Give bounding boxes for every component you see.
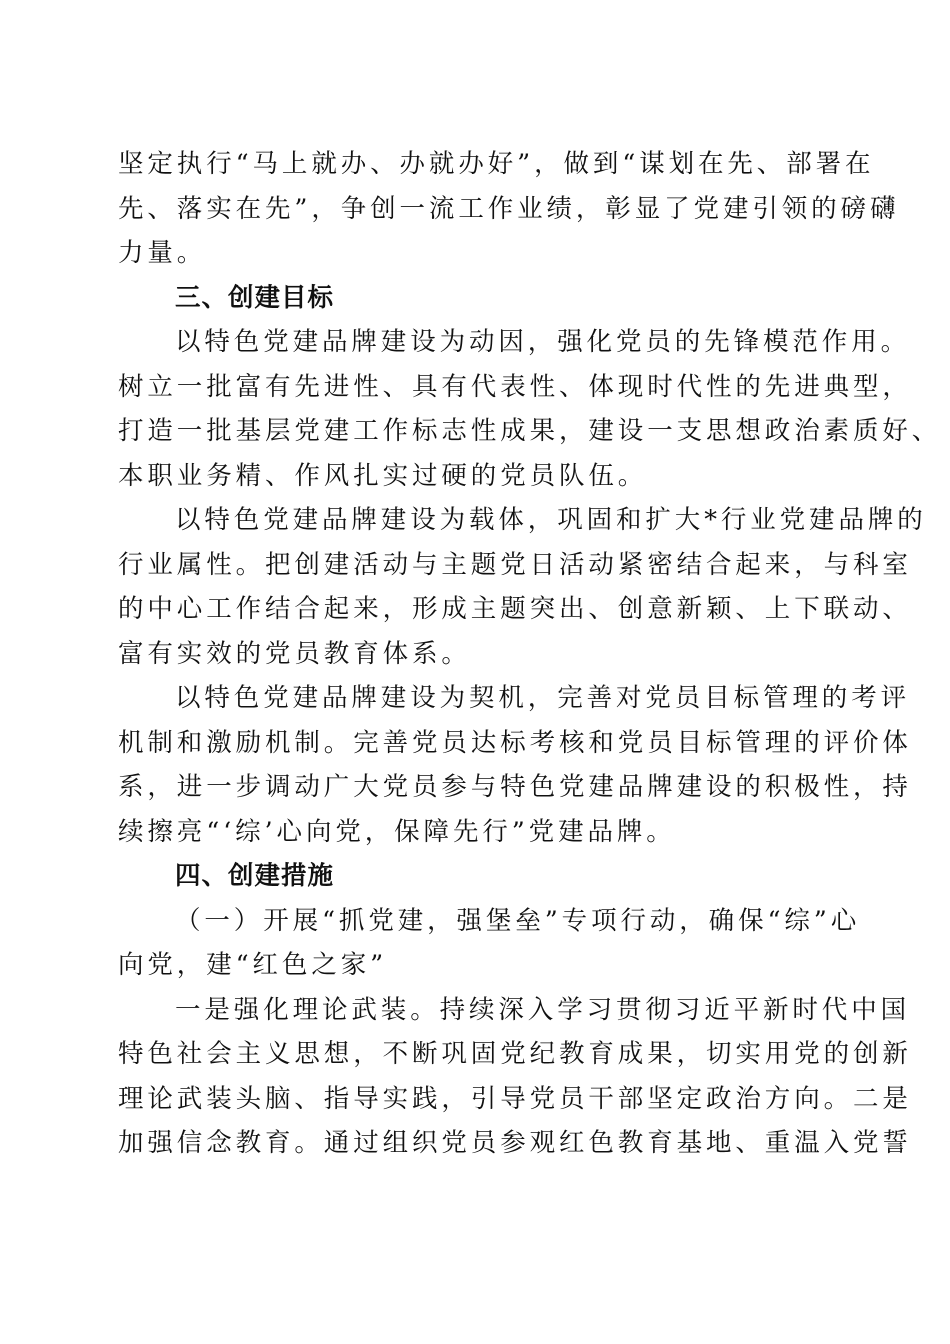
text-line: 系，进一步调动广大党员参与特色党建品牌建设的积极性，持 bbox=[118, 772, 912, 802]
text-line: 本职业务精、作风扎实过硬的党员队伍。 bbox=[118, 460, 648, 491]
text-line: 以特色党建品牌建设为载体，巩固和扩大*行业党建品牌的 bbox=[175, 505, 927, 535]
section-heading-goals bbox=[118, 276, 830, 321]
paragraph-goal-2 bbox=[118, 498, 927, 676]
text-line: （一）开展“抓党建，强堡垒”专项行动，确保“综”心 bbox=[175, 905, 861, 936]
heading-text: 四、创建措施 bbox=[175, 861, 335, 891]
text-line: 富有实效的党员教育体系。 bbox=[118, 638, 471, 669]
text-line: 以特色党建品牌建设为契机，完善对党员目标管理的考评 bbox=[175, 683, 911, 713]
text-line: 理论武装头脑、指导实践，引导党员干部坚定政治方向。二是 bbox=[118, 1083, 912, 1114]
paragraph-goal-3 bbox=[118, 676, 912, 854]
document-body bbox=[118, 142, 942, 1166]
text-line: 的中心工作结合起来，形成主题突出、创意新颖、上下联动、 bbox=[118, 594, 912, 624]
paragraph-measure-1 bbox=[118, 988, 912, 1166]
text-line: 打造一批基层党建工作标志性成果，建设一支思想政治素质好、 bbox=[118, 416, 942, 446]
text-line: 机制和激励机制。完善党员达标考核和党员目标管理的评价体 bbox=[118, 727, 912, 758]
heading-text: 三、创建目标 bbox=[175, 282, 335, 313]
text-line: 行业属性。把创建活动与主题党日活动紧密结合起来，与科室 bbox=[118, 549, 912, 580]
text-line: 一是强化理论武装。持续深入学习贯彻习近平新时代中国 bbox=[175, 994, 911, 1025]
text-line: 坚定执行“马上就办、办就办好”，做到“谋划在先、部署在 bbox=[118, 149, 875, 179]
text-line: 以特色党建品牌建设为动因，强化党员的先锋模范作用。 bbox=[175, 327, 911, 357]
text-line: 向党，建“红色之家” bbox=[118, 950, 388, 980]
text-line: 先、落实在先”，争创一流工作业绩，彰显了党建引领的磅礴 bbox=[118, 193, 900, 224]
subsection-heading-1 bbox=[118, 899, 861, 988]
text-line: 树立一批富有先进性、具有代表性、体现时代性的先进典型， bbox=[118, 371, 912, 402]
text-line: 力量。 bbox=[118, 238, 207, 268]
section-heading-measures bbox=[118, 854, 830, 899]
text-line: 特色社会主义思想，不断巩固党纪教育成果，切实用党的创新 bbox=[118, 1039, 912, 1069]
paragraph-continuation bbox=[118, 142, 900, 276]
text-line: 加强信念教育。通过组织党员参观红色教育基地、重温入党誓 bbox=[118, 1128, 912, 1158]
paragraph-goal-1 bbox=[118, 320, 942, 498]
text-line: 续擦亮“‘综’心向党，保障先行”党建品牌。 bbox=[118, 816, 676, 847]
